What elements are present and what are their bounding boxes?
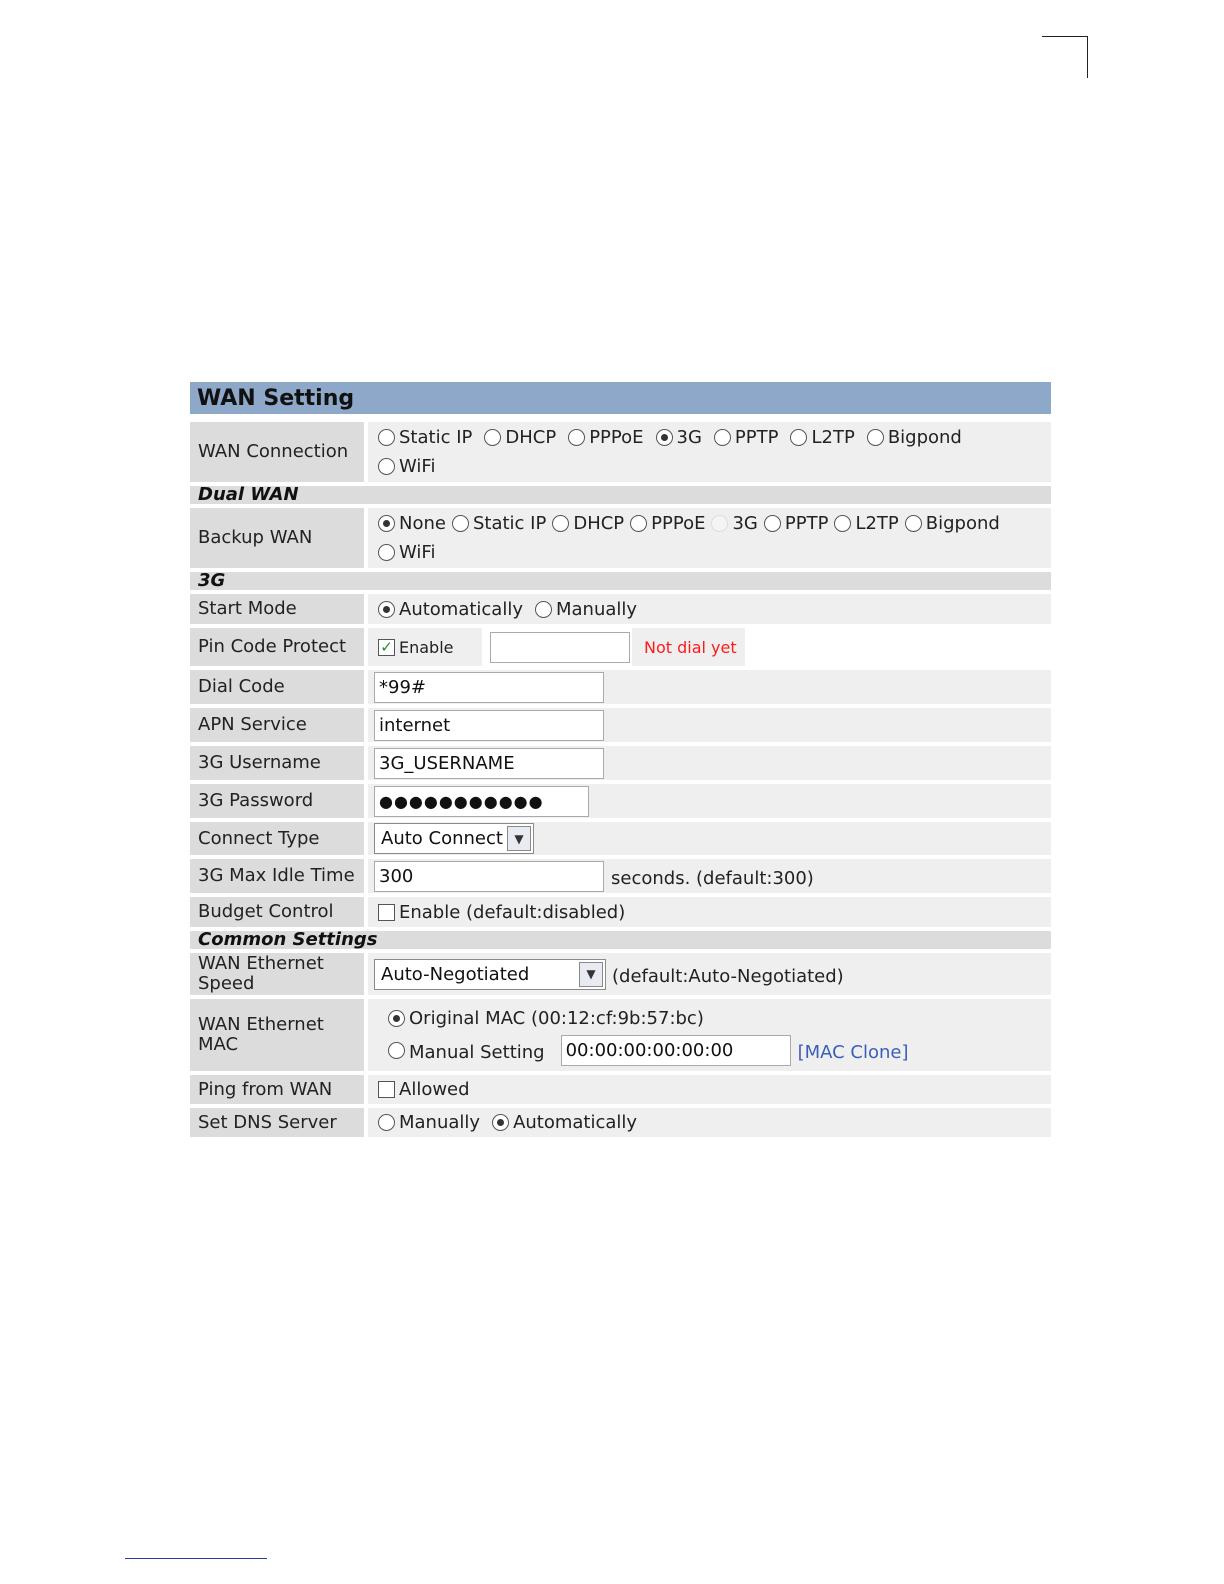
wan-connection-option-3g[interactable] <box>656 427 702 448</box>
backup-wan-radio-group <box>378 513 1041 563</box>
backup-wan-radio-none[interactable] <box>378 515 395 532</box>
eth-speed-selected: Auto-Negotiated <box>381 963 530 985</box>
max-idle-hint: seconds. (default:300) <box>611 867 814 889</box>
password-input[interactable]: ●●●●●●●●●●● <box>374 786 589 817</box>
check-icon: ✓ <box>380 637 393 656</box>
footer-link-underline <box>125 1558 267 1559</box>
backup-wan-option-dhcp[interactable] <box>552 513 624 534</box>
mac-clone-link[interactable]: [MAC Clone] <box>797 1041 909 1063</box>
eth-speed-value <box>368 953 1051 995</box>
eth-mac-label <box>190 999 364 1071</box>
mac-original-option[interactable] <box>388 1003 704 1033</box>
dns-option-automatically[interactable] <box>492 1112 637 1133</box>
wan-setting-panel <box>190 382 1051 1137</box>
wan-connection-radio-dhcp[interactable] <box>484 429 501 446</box>
start-mode-radio-automatically[interactable] <box>378 601 395 618</box>
username-value <box>368 746 1051 780</box>
backup-wan-label-pptp: PPTP <box>784 513 829 534</box>
section-common: Common Settings <box>190 931 1051 949</box>
wan-connection-radio-wifi[interactable] <box>378 458 395 475</box>
row-budget <box>190 897 1051 927</box>
budget-checkbox-label: Enable (default:disabled) <box>399 901 626 923</box>
dial-code-value <box>368 670 1051 704</box>
chevron-down-icon[interactable]: ▼ <box>507 826 531 851</box>
connect-type-label: Connect Type <box>190 822 364 855</box>
backup-wan-option-none[interactable] <box>378 513 446 534</box>
username-input[interactable]: 3G_USERNAME <box>374 748 604 779</box>
backup-wan-label-3g: 3G <box>732 513 758 534</box>
wan-connection-label-bigpond: Bigpond <box>887 427 962 448</box>
wan-connection-option-wifi[interactable] <box>378 456 435 477</box>
wan-connection-label-dhcp: DHCP <box>505 427 557 448</box>
backup-wan-label-dhcp: DHCP <box>573 513 625 534</box>
wan-connection-label-pppoe: PPPoE <box>589 427 644 448</box>
budget-value <box>368 897 1051 927</box>
backup-wan-value <box>368 508 1051 568</box>
backup-wan-radio-wifi[interactable] <box>378 544 395 561</box>
backup-wan-radio-bigpond[interactable] <box>905 515 922 532</box>
dial-code-input[interactable]: *99# <box>374 672 604 703</box>
wan-connection-radio-bigpond[interactable] <box>867 429 884 446</box>
row-username <box>190 746 1051 780</box>
wan-connection-option-pptp[interactable] <box>714 427 779 448</box>
backup-wan-radio-pptp[interactable] <box>764 515 781 532</box>
backup-wan-option-static-ip[interactable] <box>452 513 546 534</box>
eth-mac-label-line2: MAC <box>198 1034 239 1055</box>
eth-mac-value <box>368 999 1051 1071</box>
dns-label-manually: Manually <box>399 1112 481 1133</box>
apn-service-value <box>368 708 1051 742</box>
eth-speed-hint: (default:Auto-Negotiated) <box>612 965 844 987</box>
ping-value <box>368 1075 1051 1104</box>
row-apn-service <box>190 708 1051 742</box>
ping-label: Ping from WAN <box>190 1075 364 1104</box>
pin-code-value <box>368 628 1051 666</box>
backup-wan-label-l2tp: L2TP <box>855 513 899 534</box>
row-ping <box>190 1075 1051 1104</box>
password-label: 3G Password <box>190 784 364 818</box>
mac-original-label: Original MAC (00:12:cf:9b:57:bc) <box>409 1007 704 1029</box>
dns-value <box>368 1108 1051 1137</box>
mac-manual-radio[interactable] <box>388 1042 405 1059</box>
mac-manual-label: Manual Setting <box>409 1041 545 1063</box>
wan-connection-label-static-ip: Static IP <box>399 427 473 448</box>
wan-connection-option-static-ip[interactable] <box>378 427 472 448</box>
backup-wan-label-pppoe: PPPoE <box>651 513 706 534</box>
eth-mac-label-line1: WAN Ethernet <box>198 1014 324 1035</box>
pin-code-label: Pin Code Protect <box>190 628 364 666</box>
row-eth-speed <box>190 953 1051 995</box>
wan-connection-label: WAN Connection <box>190 422 364 482</box>
start-mode-label-manually: Manually <box>556 598 638 620</box>
start-mode-label-automatically: Automatically <box>399 598 523 620</box>
eth-speed-label <box>190 953 364 995</box>
pin-status-cell <box>632 628 745 666</box>
page-corner-mark <box>1042 36 1088 78</box>
backup-wan-option-pptp[interactable] <box>764 513 829 534</box>
mac-manual-input[interactable]: 00:00:00:00:00:00 <box>561 1035 791 1066</box>
wan-connection-radio-static-ip[interactable] <box>378 429 395 446</box>
backup-wan-option-l2tp[interactable] <box>834 513 898 534</box>
row-dial-code <box>190 670 1051 704</box>
budget-label: Budget Control <box>190 897 364 927</box>
start-mode-value <box>368 594 1051 624</box>
section-dual-wan: Dual WAN <box>190 486 1051 504</box>
dns-option-manually[interactable] <box>378 1112 480 1133</box>
max-idle-label: 3G Max Idle Time <box>190 859 364 893</box>
row-max-idle <box>190 859 1051 893</box>
wan-connection-label-wifi: WiFi <box>399 456 436 477</box>
start-mode-option-automatically[interactable] <box>378 599 523 620</box>
eth-speed-label-line2: Speed <box>198 973 255 994</box>
backup-wan-radio-3g <box>711 515 728 532</box>
pin-input-cell <box>482 628 632 666</box>
budget-checkbox[interactable] <box>378 904 395 921</box>
row-start-mode <box>190 594 1051 624</box>
ping-checkbox[interactable] <box>378 1081 395 1098</box>
eth-speed-label-line1: WAN Ethernet <box>198 953 324 974</box>
connect-type-select[interactable] <box>374 823 534 854</box>
wan-connection-option-pppoe[interactable] <box>568 427 643 448</box>
wan-connection-option-dhcp[interactable] <box>484 427 556 448</box>
wan-connection-radio-3g[interactable] <box>656 429 673 446</box>
username-label: 3G Username <box>190 746 364 780</box>
wan-connection-radio-group <box>378 427 1041 477</box>
row-pin-code <box>190 628 1051 666</box>
section-3g: 3G <box>190 572 1051 590</box>
ping-checkbox-label: Allowed <box>399 1079 470 1100</box>
backup-wan-option-bigpond[interactable] <box>905 513 1000 534</box>
mac-manual-option <box>388 1033 909 1067</box>
connect-type-value <box>368 822 1051 855</box>
max-idle-input[interactable]: 300 <box>374 861 604 892</box>
backup-wan-option-3g <box>711 513 757 534</box>
backup-wan-radio-l2tp[interactable] <box>834 515 851 532</box>
chevron-down-icon[interactable]: ▼ <box>579 962 603 987</box>
backup-wan-label-none: None <box>399 513 446 534</box>
start-mode-option-manually[interactable] <box>535 599 637 620</box>
backup-wan-option-pppoe[interactable] <box>630 513 705 534</box>
wan-connection-label-3g: 3G <box>676 427 702 448</box>
pin-code-input[interactable] <box>490 632 630 663</box>
row-dns <box>190 1108 1051 1137</box>
backup-wan-label: Backup WAN <box>190 508 364 568</box>
start-mode-radio-group <box>378 599 649 620</box>
wan-connection-label-pptp: PPTP <box>734 427 779 448</box>
row-password <box>190 784 1051 818</box>
start-mode-radio-manually[interactable] <box>535 601 552 618</box>
apn-service-label: APN Service <box>190 708 364 742</box>
wan-connection-radio-pppoe[interactable] <box>568 429 585 446</box>
panel-title: WAN Setting <box>190 382 1051 414</box>
dial-code-label: Dial Code <box>190 670 364 704</box>
dns-label: Set DNS Server <box>190 1108 364 1137</box>
wan-connection-radio-l2tp[interactable] <box>790 429 807 446</box>
backup-wan-label-wifi: WiFi <box>399 542 436 563</box>
row-eth-mac <box>190 999 1051 1071</box>
backup-wan-radio-dhcp[interactable] <box>552 515 569 532</box>
password-value <box>368 784 1051 818</box>
row-connect-type <box>190 822 1051 855</box>
backup-wan-radio-static-ip[interactable] <box>452 515 469 532</box>
pin-enable-cell <box>368 628 482 666</box>
backup-wan-label-bigpond: Bigpond <box>925 513 1000 534</box>
eth-speed-select[interactable] <box>374 959 606 990</box>
dns-radio-manually[interactable] <box>378 1114 395 1131</box>
pin-status-text: Not dial yet <box>644 637 737 657</box>
row-wan-connection <box>190 422 1051 482</box>
backup-wan-radio-pppoe[interactable] <box>630 515 647 532</box>
pin-enable-checkbox[interactable] <box>378 639 395 656</box>
dns-label-automatically: Automatically <box>513 1112 638 1133</box>
pin-enable-label: Enable <box>399 637 454 657</box>
start-mode-label: Start Mode <box>190 594 364 624</box>
max-idle-value <box>368 859 1051 893</box>
dns-radio-automatically[interactable] <box>492 1114 509 1131</box>
backup-wan-option-wifi[interactable] <box>378 542 435 563</box>
wan-connection-radio-pptp[interactable] <box>714 429 731 446</box>
backup-wan-label-static-ip: Static IP <box>472 513 547 534</box>
row-backup-wan <box>190 508 1051 568</box>
mac-original-radio[interactable] <box>388 1010 405 1027</box>
wan-connection-option-l2tp[interactable] <box>790 427 854 448</box>
wan-connection-label-l2tp: L2TP <box>811 427 855 448</box>
wan-connection-option-bigpond[interactable] <box>867 427 962 448</box>
apn-service-input[interactable]: internet <box>374 710 604 741</box>
wan-connection-value <box>368 422 1051 482</box>
dns-radio-group <box>378 1112 649 1133</box>
connect-type-selected: Auto Connect <box>381 828 503 849</box>
